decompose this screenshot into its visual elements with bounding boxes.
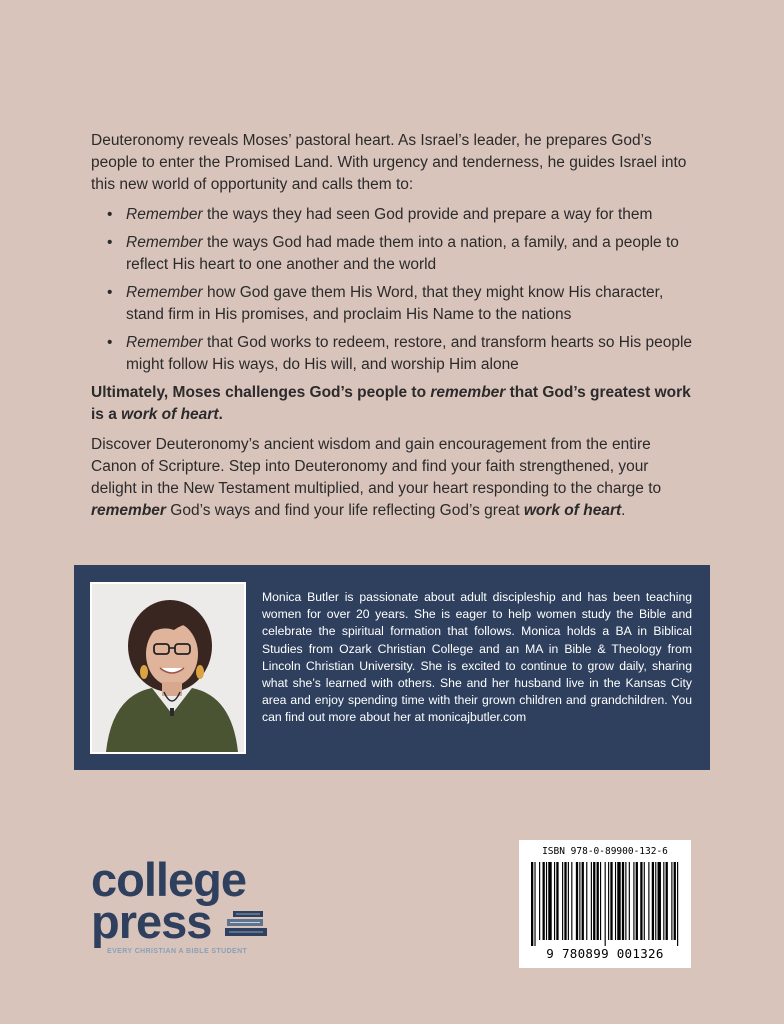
logo-word-press: press: [91, 895, 212, 948]
barcode-bar: [615, 862, 616, 940]
barcode-bar: [648, 862, 649, 940]
barcode-bar: [636, 862, 638, 940]
list-item: [91, 332, 693, 376]
barcode-bar: [629, 862, 630, 940]
barcode-bar: [610, 862, 612, 940]
barcode-bar: [674, 862, 676, 940]
barcode-bar: [617, 862, 620, 940]
remember-list: [91, 204, 693, 376]
barcode-bar: [633, 862, 634, 940]
key-statement-text: that God’s greatest work is a: [91, 384, 691, 423]
author-photo: [90, 582, 246, 754]
barcode-bar: [677, 862, 678, 946]
barcode-bar: [663, 862, 664, 940]
barcode-bar: [554, 862, 555, 940]
isbn-label: ISBN 978-0-89900-132-6: [542, 846, 668, 857]
barcode-bar: [556, 862, 558, 940]
list-item-text: the ways God had made them into a nation, a family, and a people to reflect His heart to one another and the world: [126, 234, 679, 273]
list-item: [91, 204, 693, 226]
key-statement: [91, 382, 693, 426]
list-item-emphasis: Remember: [126, 334, 203, 351]
barcode-bar: [622, 862, 624, 940]
barcode-bar: [543, 862, 545, 940]
closing-text: God’s ways and find your life reflecting God’s great: [165, 502, 524, 519]
list-item-text: how God gave them His Word, that they might know His character, stand firm in His promises, and proclaim His Name to the nations: [126, 284, 664, 323]
author-bio-panel: [74, 565, 710, 770]
barcode-bar: [597, 862, 599, 940]
key-statement-text: .: [218, 406, 223, 423]
barcode-bar: [548, 862, 551, 940]
closing-paragraph: [91, 434, 693, 522]
publisher-logo: [91, 853, 291, 960]
barcode-bar: [605, 862, 606, 946]
barcode-bar: [539, 862, 540, 940]
list-item-emphasis: Remember: [126, 234, 203, 251]
barcode-bar: [600, 862, 601, 940]
barcode-bar: [658, 862, 661, 940]
intro-paragraph: Deuteronomy reveals Moses’ pastoral heart. As Israel’s leader, he prepares God’s people to enter the Promised Land. With urgency and tenderness, he guides Israel into this new world of opportunity and calls them to:: [91, 132, 687, 193]
back-cover-description: [91, 130, 693, 530]
closing-text: .: [621, 502, 626, 519]
barcode-bar: [591, 862, 592, 940]
barcode-bar: [564, 862, 566, 940]
barcode-bar: [640, 862, 642, 940]
author-portrait-icon: [92, 584, 244, 752]
barcode-bar: [652, 862, 654, 940]
stacked-books-icon: [225, 909, 269, 937]
closing-text: Discover Deuteronomy’s ancient wisdom and gain encouragement from the entire Canon of Scripture. Step into Deuteronomy and find your faith strengthened, your delight in the New Testament multiplied, and your heart responding to the charge to: [91, 436, 662, 497]
list-item-text: that God works to redeem, restore, and transform hearts so His people might follow His ways, do His will, and worship Him alone: [126, 334, 693, 373]
list-item: [91, 232, 693, 276]
barcode-bar: [531, 862, 533, 946]
barcode-bar: [625, 862, 626, 940]
barcode-bar: [579, 862, 580, 940]
barcode-bar: [534, 862, 535, 946]
barcode-bar: [576, 862, 578, 940]
barcode-bars-icon: [531, 862, 679, 946]
key-statement-emphasis: work of heart: [121, 406, 219, 423]
logo-word-college: college: [91, 853, 246, 906]
list-item-emphasis: Remember: [126, 206, 203, 223]
publisher-tagline: EVERY CHRISTIAN A BIBLE STUDENT: [107, 948, 248, 955]
author-bio-text: Monica Butler is passionate about adult discipleship and has been teaching women for over 20 years. She is eager to help women study the Bible and celebrate the spiritual formation that follows. Monica holds a BA in Biblical Studies from Ozark Christian College and an MA in Bible & Theology from Lincoln Christian University. She is excited to continue to grow daily, sharing what she’s learned with others. She and her husband live in the Kansas City area and enjoy spending time with their grown children and grandchildren. You can find out more about her at monicajbutler.com: [262, 590, 692, 725]
list-item-emphasis: Remember: [126, 284, 203, 301]
barcode-bar: [562, 862, 563, 940]
closing-emphasis: remember: [91, 502, 166, 519]
isbn-barcode: [519, 840, 691, 968]
barcode-bar: [608, 862, 609, 940]
barcode-bar: [666, 862, 668, 940]
barcode-bar: [671, 862, 672, 940]
list-item: [91, 282, 693, 326]
barcode-bar: [568, 862, 569, 940]
key-statement-text: Ultimately, Moses challenges God’s people to: [91, 384, 431, 401]
closing-emphasis: work of heart: [523, 502, 622, 519]
barcode-digits: 9 780899 001326: [546, 946, 664, 961]
barcode-bar: [546, 862, 547, 940]
key-statement-emphasis: remember: [430, 384, 506, 401]
barcode-bar: [586, 862, 587, 940]
barcode-bar: [582, 862, 584, 940]
barcode-bar: [655, 862, 656, 940]
barcode-bar: [571, 862, 572, 940]
barcode-bar: [644, 862, 645, 940]
list-item-text: the ways they had seen God provide and prepare a way for them: [202, 206, 653, 223]
barcode-bar: [593, 862, 595, 940]
